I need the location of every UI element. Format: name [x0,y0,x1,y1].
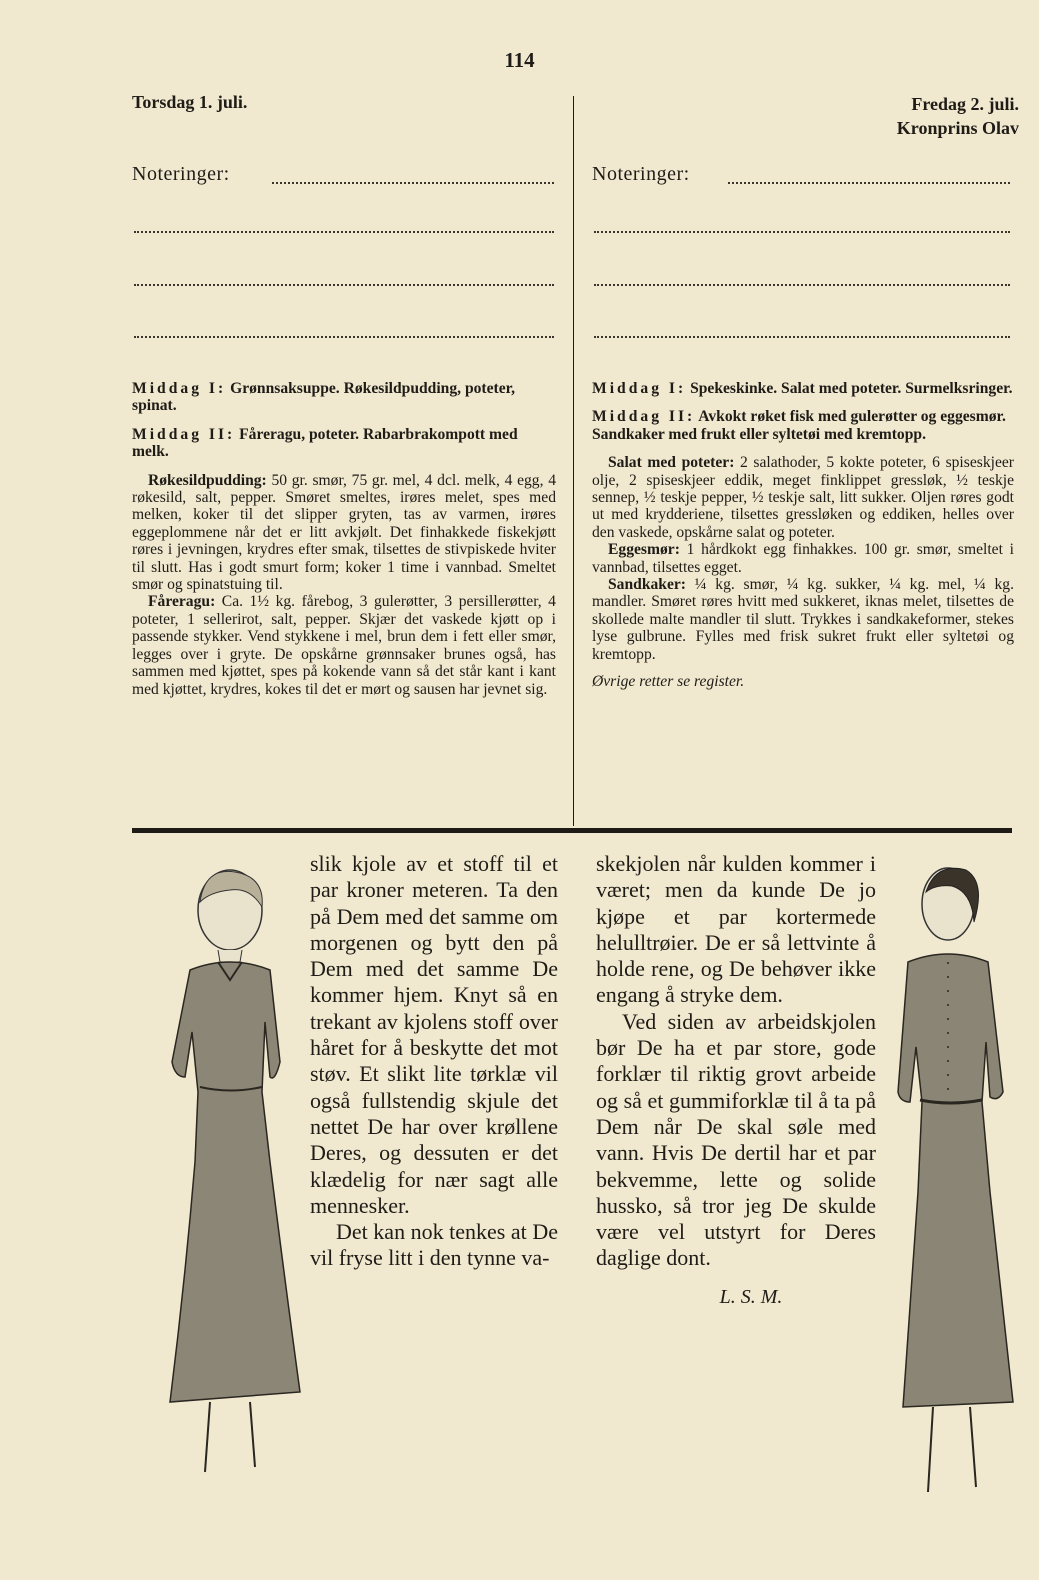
notes-line-left-3 [134,284,554,286]
recipe-fareragu [132,593,556,697]
ovrige-retter-note: Øvrige retter se register. [592,673,745,691]
recipe-text: 50 gr. smør, 75 gr. mel, 4 dcl. melk, 4 egg, 4 røkesild, salt, pepper. Smøret smeltes, irøres melet, spes med melken, koker til det slipper gryten, tas av varmen, irøres eggeplommene når det er litt avkjølt. Det finhakkede fiskekjøtt røres i jevningen, krydres efter smak, tilsettes de stivpiskede hviter til slutt. Has i godt smurt form; koker 1 time i vannbad. Smeltet smør og spinatstuing til. [132,471,556,594]
menu-label: Middag I: [592,380,687,397]
menu-label: Middag II: [132,425,236,443]
woman-in-dress-illustration-left [130,862,310,1482]
notes-line-right-4 [594,336,1010,338]
left-recipe-column [132,380,556,698]
article-signature: L. S. M. [719,1285,783,1308]
recipe-title: Røkesildpudding: [148,471,267,489]
menu-middag-2-left [132,426,556,461]
recipe-text: 1 hårdkokt egg finhakkes. 100 gr. smør, smeltet i vannbad, tilsettes egget. [592,541,1014,576]
recipe-title: Salat med poteter: [608,454,735,472]
notes-line-left-1 [272,182,554,184]
article-paragraph: slik kjole av et stoff til et par kroner meteren. Ta den på Dem med det samme om morgenen og bytt den på Dem med det samme De kommer hjem. Knyt så en trekant av kjolens stoff over håret for å beskytte det mot støv. Et slikt lite tørklæ vil også fullstendig skjule det nettet De har over krøllene Deres, og dessuten er det klædelig for nær sagt alle mennesker. [310,851,558,1218]
column-divider [573,96,574,826]
right-day-heading [897,92,1019,140]
menu-text: Grønnsaksuppe. Røkesildpudding, poteter, spinat. [132,380,516,415]
recipe-title: Fåreragu: [148,593,216,611]
page-number: 114 [504,48,535,72]
article-column-left [310,851,558,1272]
article-paragraph: Ved siden av arbeidskjolen bør De ha et par store, gode forklær til riktig grovt arbeide og så et gummiforklæ til å ta på Dem når De skal søle med vann. Hvis De dertil har et par bekvemme, lette og solide hussko, så tror jeg De skulde være vel utstyrt for Deres daglige dont. [596,1008,876,1271]
notes-line-right-1 [728,182,1010,184]
recipe-text: Ca. 1½ kg. fårebog, 3 gulerøtter, 3 persillerøtter, 4 poteter, 1 sellerirot, salt, pepper. Skjær det vaskede kjøtt op i passende stykker. Vend stykkene i mel, brun dem i fett eller smør, legges over i gryte. De opskårne grønnsaker brunes også, has sammen med kjøttet, spes på kokende vann så det står kant i kant med kjøttet, krydres, kokes til det er mørt og sausen har jevnet sig. [132,593,556,698]
menu-text: Fåreragu, poteter. Rabarbrakompott med melk. [132,425,518,461]
right-day-subtitle: Kronprins Olav [896,118,1019,138]
notes-line-right-2 [594,231,1010,233]
right-recipe-column [592,380,1014,691]
article-paragraph: skekjolen når kulden kommer i været; men da kunde De jo kjøpe et par kortermede helulltrøier. De er så lettvinte å holde rene, og De behøver ikke engang å stryke dem. [596,851,876,1008]
menu-text: Spekeskinke. Salat med poteter. Surmelksringer. [690,380,1013,397]
notes-line-left-4 [134,336,554,338]
recipe-title: Eggesmør: [608,541,680,559]
menu-middag-1-left [132,380,556,415]
left-day-title: Torsdag 1. juli. [132,92,248,112]
recipe-rokesildpudding [132,472,556,594]
notes-line-right-3 [594,284,1010,286]
recipe-sandkaker [592,576,1014,663]
menu-label: Middag II: [592,408,696,426]
recipe-text: ¼ kg. smør, ¼ kg. sukker, ¼ kg. mel, ¼ kg. mandler. Smøret røres hvitt med sukkeret, iknas melet, tilsettes de skollede malte mandler til slutt. Trykkes i sandkakeformer, stekes lyse gulbrune. Fylles med frisk sukret frukt eller syltetøi og kremtopp. [592,576,1014,663]
article-paragraph: Det kan nok tenkes at De vil fryse litt i den tynne va- [310,1219,558,1271]
recipe-salat-med-poteter [592,454,1014,541]
menu-middag-2-right [592,408,1014,443]
notes-label-right: Noteringer: [592,163,690,185]
menu-label: Middag I: [132,380,227,397]
notes-line-left-2 [134,231,554,233]
section-rule [132,828,1012,833]
menu-middag-1-right [592,380,1014,397]
recipe-title: Sandkaker: [608,576,686,594]
recipe-text: 2 salathoder, 5 kokte poteter, 6 spiseskjeer olje, 2 spiseskjeer eddik, meget finklippet gressløk, ½ teskje sennep, ½ teskje pepper, ½ teskje salt, litt sukker. Oljen røres godt ut med krydderiene, tilsettes gressløken og eddiken, helles over den vaskede, opskårne salat og poteter. [592,454,1014,541]
article-column-right [596,851,876,1310]
right-day-title: Fredag 2. juli. [911,94,1019,114]
woman-in-dress-illustration-right [878,862,1028,1502]
recipe-eggesmor [592,541,1014,576]
menu-text: Avkokt røket fisk med gulerøtter og eggesmør. Sandkaker med frukt eller syltetøi med kremtopp. [592,408,1006,443]
notes-label-left: Noteringer: [132,163,230,185]
